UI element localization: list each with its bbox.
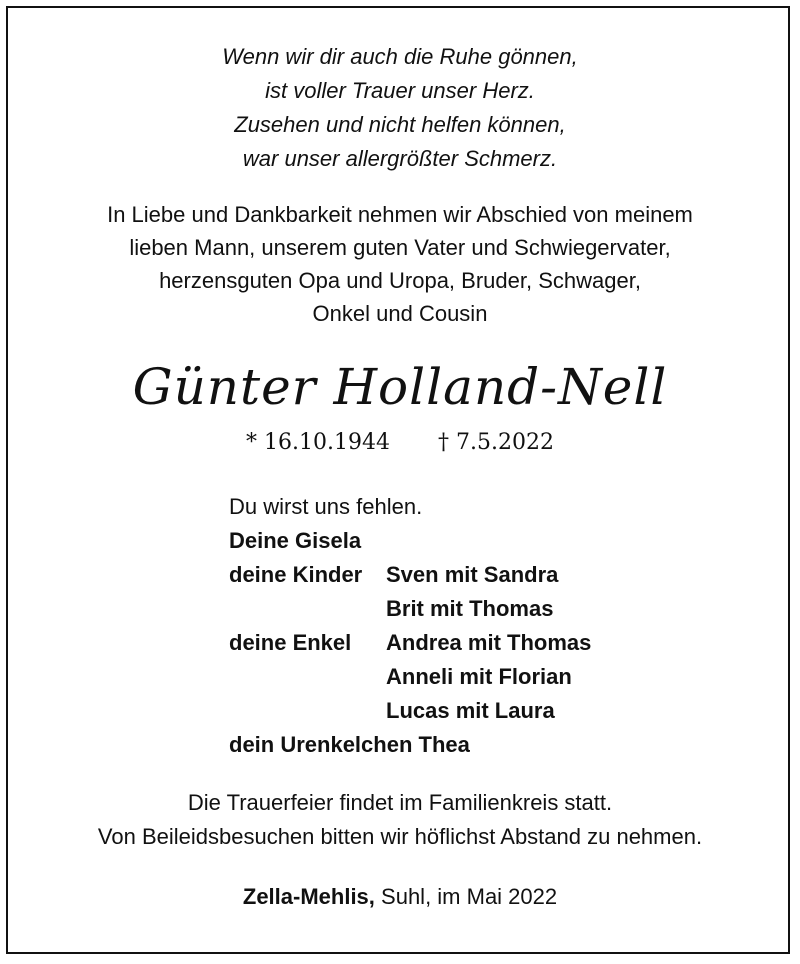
intro-line: Onkel und Cousin xyxy=(312,301,488,326)
grandchild-entry: Anneli mit Florian xyxy=(386,664,572,689)
spouse-name: Deine Gisela xyxy=(229,528,362,553)
place-and-date xyxy=(0,880,800,914)
birth-date: * 16.10.1944 xyxy=(246,430,390,455)
poem-line: ist voller Trauer unser Herz. xyxy=(265,78,535,103)
closing-line: Die Trauerfeier findet im Familienkreis statt. xyxy=(187,790,613,815)
poem-line: war unser allergrößter Schmerz. xyxy=(242,146,558,171)
grandchild-entry: Andrea mit Thomas xyxy=(386,630,592,655)
deceased-name: Günter Holland-Nell xyxy=(132,358,668,416)
grandchild-entry: Lucas mit Laura xyxy=(386,698,555,723)
intro-line: lieben Mann, unserem guten Vater und Schwiegervater, xyxy=(129,235,671,260)
child-entry: Brit mit Thomas xyxy=(386,596,554,621)
life-dates xyxy=(0,426,800,460)
child-entry: Sven mit Sandra xyxy=(386,562,559,587)
farewell-intro xyxy=(0,198,800,330)
mourners-list xyxy=(229,490,591,762)
great-grandchild: dein Urenkelchen Thea xyxy=(229,732,470,757)
service-note xyxy=(0,786,800,854)
place-date: Suhl, im Mai 2022 xyxy=(374,884,558,909)
farewell-line: Du wirst uns fehlen. xyxy=(229,494,423,519)
intro-line: herzensguten Opa und Uropa, Bruder, Schwager, xyxy=(159,268,641,293)
poem-line: Zusehen und nicht helfen können, xyxy=(234,112,566,137)
memorial-poem xyxy=(0,40,800,176)
town-name: Zella-Mehlis, xyxy=(242,884,375,909)
death-date: † 7.5.2022 xyxy=(438,430,554,455)
grandchildren-label: deine Enkel xyxy=(229,630,352,655)
intro-line: In Liebe und Dankbarkeit nehmen wir Abschied von meinem xyxy=(107,202,693,227)
closing-line: Von Beileidsbesuchen bitten wir höflichst Abstand zu nehmen. xyxy=(97,824,703,849)
children-label: deine Kinder xyxy=(229,562,363,587)
poem-line: Wenn wir dir auch die Ruhe gönnen, xyxy=(222,44,578,69)
